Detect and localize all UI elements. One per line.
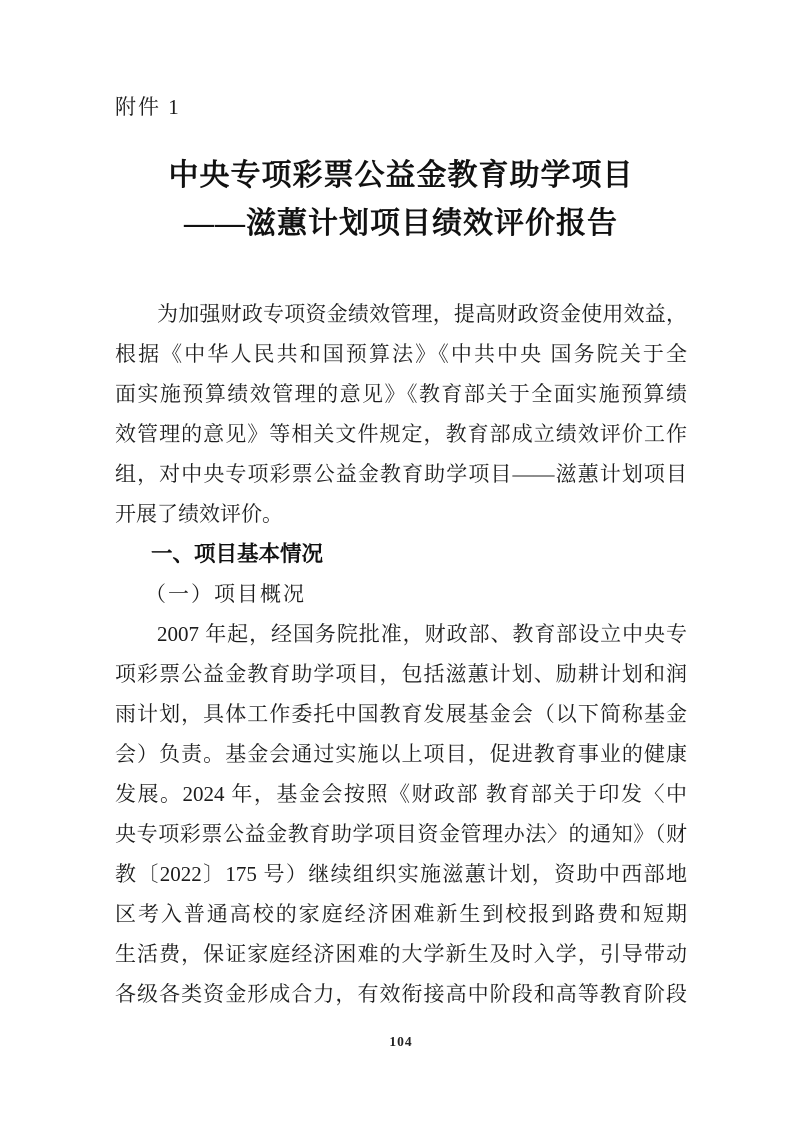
report-title [115, 152, 687, 248]
paragraph-2-line-6: 央专项彩票公益金教育助学项目资金管理办法〉的通知》（财 [115, 822, 687, 846]
paragraph-2-line-4: 会）负责。基金会通过实施以上项目，促进教育事业的健康 [115, 742, 687, 766]
paragraph-1-line-5: 组，对中央专项彩票公益金教育助学项目——滋蕙计划项目 [115, 462, 687, 486]
paragraph-1-line-1: 为加强财政专项资金绩效管理，提高财政资金使用效益， [157, 302, 687, 326]
paragraph-2 [115, 614, 687, 1014]
document-body [115, 294, 687, 1014]
paragraph-2-line-9: 生活费，保证家庭经济困难的大学新生及时入学，引导带动 [115, 942, 687, 966]
paragraph-1-line-4: 效管理的意见》等相关文件规定，教育部成立绩效评价工作 [115, 422, 687, 446]
paragraph-2-line-3: 雨计划，具体工作委托中国教育发展基金会（以下简称基金 [115, 702, 687, 726]
paragraph-2-line-10: 各级各类资金形成合力，有效衔接高中阶段和高等教育阶段 [115, 982, 687, 1006]
subsection-heading-1-1: （一）项目概况 [145, 582, 306, 606]
paragraph-2-line-5: 发展。2024 年，基金会按照《财政部 教育部关于印发〈中 [115, 782, 687, 806]
section-heading-1: 一、项目基本情况 [151, 542, 324, 566]
paragraph-1-line-6: 开展了绩效评价。 [115, 502, 283, 526]
paragraph-2-line-7: 教〔2022〕175 号）继续组织实施滋蕙计划，资助中西部地 [115, 862, 687, 886]
paragraph-1 [115, 294, 687, 534]
paragraph-2-line-2: 项彩票公益金教育助学项目，包括滋蕙计划、励耕计划和润 [115, 662, 687, 686]
paragraph-1-line-3: 面实施预算绩效管理的意见》《教育部关于全面实施预算绩 [115, 382, 687, 406]
paragraph-2-line-8: 区考入普通高校的家庭经济困难新生到校报到路费和短期 [115, 902, 687, 926]
paragraph-2-line-1: 2007 年起，经国务院批准，财政部、教育部设立中央专 [157, 622, 687, 646]
page-number: 104 [389, 1034, 413, 1049]
report-title-line-2: ——滋蕙计划项目绩效评价报告 [184, 207, 618, 240]
report-title-line-1: 中央专项彩票公益金教育助学项目 [168, 159, 634, 192]
attachment-label: 附件 1 [115, 95, 181, 119]
paragraph-1-line-2: 根据《中华人民共和国预算法》《中共中央 国务院关于全 [115, 342, 687, 366]
